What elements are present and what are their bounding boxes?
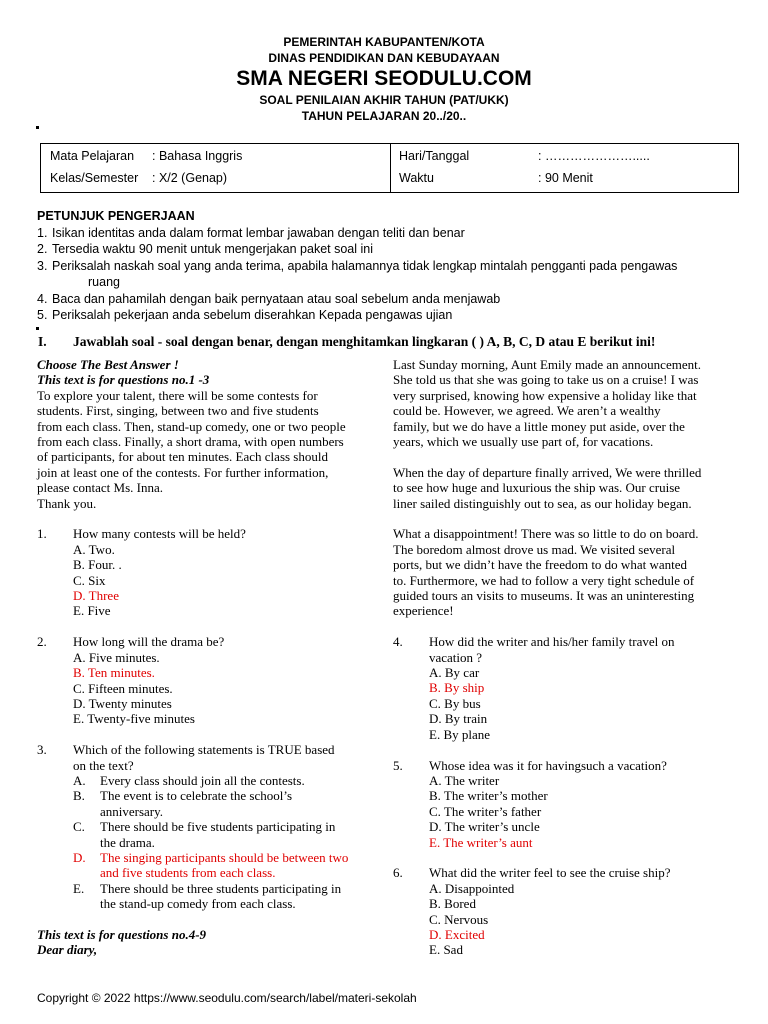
answer-option[interactable]: B. The event is to celebrate the school’s anniversary. <box>73 788 293 819</box>
section-heading <box>38 334 758 350</box>
reading-text-1: To explore your talent, there will be some contests for students. First, singing, between two and five students from each class. Then, stand-up comedy, one or two people from each class. Finally, a short drama, with open numbers of participants, for about ten minutes. Each class should join at least one of the contests. For further information, please contact Ms. Inna. Thank you. <box>37 387 346 511</box>
subject-value: : Bahasa Inggris <box>152 149 243 163</box>
instruction-continuation: ruang <box>88 275 120 289</box>
answer-option[interactable]: A. Five minutes. <box>73 649 160 665</box>
answer-option[interactable]: A. Two. <box>73 541 115 557</box>
answer-option[interactable]: A. Disappointed <box>429 880 515 896</box>
answer-option[interactable]: D. The writer’s uncle <box>429 819 540 835</box>
reading-paragraph-1: Last Sunday morning, Aunt Emily made an announcement. She told us that she was going to take us on a cruise! I was very surprised, knowing how expensive a holiday like that could be. However, we agreed. We aren’t a wealthy family, but we do have a little money put aside, over the years, which we usually use part of, for vacations. <box>393 357 701 450</box>
bullet-dot <box>36 126 39 129</box>
day-value: : …………………..... <box>538 149 650 163</box>
answer-option[interactable]: C. Six <box>73 572 106 588</box>
answer-option[interactable]: E. There should be three students participating in the stand-up comedy from each class. <box>73 880 342 912</box>
answer-option[interactable]: D. By train <box>429 711 488 727</box>
text-heading-4-9: This text is for questions no.4-9 <box>37 926 207 942</box>
answer-option-correct[interactable]: E. The writer’s aunt <box>429 834 533 850</box>
answer-option[interactable]: A. Every class should join all the contests. <box>73 772 305 788</box>
answer-option[interactable]: B. The writer’s mother <box>429 788 548 804</box>
answer-option[interactable]: E. Sad <box>429 942 463 958</box>
answer-option[interactable]: C. By bus <box>429 695 481 711</box>
answer-option[interactable]: C. There should be five students participating in the drama. <box>73 819 336 850</box>
answer-option[interactable]: A. By car <box>429 665 480 681</box>
header-exam-title: SOAL PENILAIAN AKHIR TAHUN (PAT/UKK) <box>259 93 509 107</box>
answer-option[interactable]: B. Bored <box>429 896 476 912</box>
answer-option[interactable]: B. Four. . <box>73 557 122 573</box>
question-text: Which of the following statements is TRUE based on the text? <box>73 742 335 773</box>
question-4: 4. How did the writer and his/her family travel on vacation ? A. By car B. By ship C. By bus D. By train E. By plane <box>393 634 738 742</box>
answer-option[interactable]: C. The writer’s father <box>429 803 542 819</box>
header-government: PEMERINTAH KABUPANTEN/KOTA <box>283 35 485 49</box>
instructions-title: PETUNJUK PENGERJAAN <box>37 209 195 223</box>
instruction-item: 4. Baca dan pahamilah dengan baik pernyataan atau soal sebelum anda menjawab <box>37 291 501 306</box>
answer-option[interactable]: C. Nervous <box>429 911 489 927</box>
question-1: 1. How many contests will be held? A. Two. B. Four. . C. Six D. Three E. Five <box>37 526 382 618</box>
instruction-item: 2. Tersedia waktu 90 menit untuk mengerjakan paket soal ini <box>37 242 374 256</box>
section-number: I. <box>38 334 47 349</box>
choose-heading: Choose The Best Answer ! <box>37 357 179 372</box>
reading-paragraph-3: What a disappointment! There was so little to do on board. The boredom almost drove us mad. We visited several ports, but we didn’t have the freedom to do what wanted to. Furthermore, we had to follow a very tight schedule of guided tours an visits to museums. It was an uninteresting experience! <box>393 526 699 619</box>
question-text: How did the writer and his/her family travel on vacation ? <box>429 634 675 665</box>
right-column <box>393 357 738 958</box>
answer-option[interactable]: D. Twenty minutes <box>73 695 172 711</box>
time-value: : 90 Menit <box>538 171 593 185</box>
section-instruction: Jawablah soal - soal dengan benar, dengan menghitamkan lingkaran ( ) A, B, C, D atau E berikut ini! <box>73 334 656 349</box>
answer-option-correct[interactable]: D. Three <box>73 588 119 604</box>
question-3: 3. Which of the following statements is TRUE based on the text? A. Every class should join all the contests. B. The event is to celebrate the school’s anniversary. C. There should be five students participating in the drama. D. The singing participants should be between two and five students from each class. E. There should be three students participating in the stand-up comedy from each class. <box>37 742 382 911</box>
question-5: 5. Whose idea was it for havingsuch a vacation? A. The writer B. The writer’s mother C. The writer’s father D. The writer’s uncle E. The writer’s aunt <box>393 758 738 850</box>
header-school-name: SMA NEGERI SEODULU.COM <box>236 67 532 90</box>
instruction-item: 5. Periksalah pekerjaan anda sebelum diserahkan Kepada pengawas ujian <box>37 308 453 322</box>
answer-option-correct[interactable]: D. Excited <box>429 926 485 942</box>
header-school-year: TAHUN PELAJARAN 20../20.. <box>301 109 467 123</box>
answer-option-correct[interactable]: D. The singing participants should be between two and five students from each class. <box>73 849 349 881</box>
text-heading-1-3: This text is for questions no.1 -3 <box>37 372 210 388</box>
bullet-dot <box>36 327 39 330</box>
question-text: How long will the drama be? <box>73 634 225 650</box>
left-column <box>37 357 382 958</box>
exam-header <box>0 34 768 124</box>
question-text: How many contests will be held? <box>73 526 246 542</box>
question-text: Whose idea was it for havingsuch a vacation? <box>429 757 667 773</box>
header-department: DINAS PENDIDIKAN DAN KEBUDAYAAN <box>268 51 500 65</box>
reading-paragraph-2: When the day of departure finally arrived, We were thrilled to see how huge and luxurious the ship was. Our cruise liner sailed distinguishly out to sea, as our holiday began. <box>393 464 702 511</box>
class-value: : X/2 (Genap) <box>152 171 228 185</box>
question-6: 6. What did the writer feel to see the cruise ship? A. Disappointed B. Bored C. Nervous D. Excited E. Sad <box>393 865 738 957</box>
answer-option-correct[interactable]: B. Ten minutes. <box>73 665 155 681</box>
answer-option[interactable]: E. By plane <box>429 726 491 742</box>
instructions <box>37 208 737 324</box>
question-2: 2. How long will the drama be? A. Five minutes. B. Ten minutes. C. Fifteen minutes. D. Twenty minutes E. Twenty-five minutes <box>37 634 382 726</box>
identity-table <box>40 143 739 193</box>
subject-label: Mata Pelajaran <box>50 149 135 163</box>
answer-option[interactable]: E. Five <box>73 603 111 619</box>
instruction-item: 3. Periksalah naskah soal yang anda terima, apabila halamannya tidak lengkap mintalah pengganti pada pengawas <box>37 258 678 273</box>
day-label: Hari/Tanggal <box>399 149 470 163</box>
diary-greeting: Dear diary, <box>37 942 98 958</box>
class-label: Kelas/Semester <box>50 171 139 185</box>
answer-option[interactable]: A. The writer <box>429 772 500 788</box>
table-divider <box>390 144 391 192</box>
answer-option-correct[interactable]: B. By ship <box>429 680 485 696</box>
copyright-footer: Copyright © 2022 https://www.seodulu.com/search/label/materi-sekolah <box>37 991 417 1005</box>
question-text: What did the writer feel to see the cruise ship? <box>429 865 671 881</box>
instruction-item: 1. Isikan identitas anda dalam format lembar jawaban dengan teliti dan benar <box>37 225 465 240</box>
time-label: Waktu <box>399 171 434 185</box>
answer-option[interactable]: E. Twenty-five minutes <box>73 711 195 727</box>
answer-option[interactable]: C. Fifteen minutes. <box>73 680 173 696</box>
